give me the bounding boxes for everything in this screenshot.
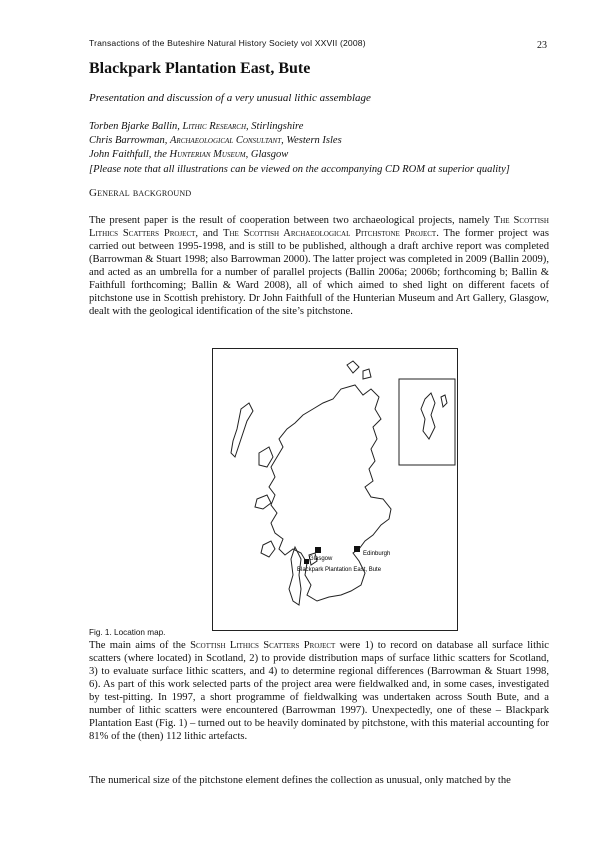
text-run: The present paper is the result of cooperation between two archaeological projects, namely (89, 215, 494, 226)
project-name: The Scottish Lithics Scatters Project (89, 215, 549, 240)
illustrations-note: [Please note that all illustrations can be viewed on the accompanying CD ROM at superior quality] (89, 163, 510, 175)
author-line (89, 120, 559, 134)
text-run: The main aims of the (89, 640, 191, 651)
author-location: , Stirlingshire (246, 121, 304, 132)
edinburgh-marker (354, 546, 360, 552)
project-name: Scottish Lithics Scatters Project (190, 640, 336, 651)
author-name: John Faithfull, the (89, 149, 170, 161)
shetland-inset-box (399, 379, 455, 465)
shetland-outline (421, 393, 447, 439)
author-list (89, 120, 559, 177)
orkney-outline (347, 361, 371, 379)
author-name: Chris Barrowman, (89, 135, 171, 147)
author-affiliation: Hunterian Museum (169, 149, 246, 161)
text-run: . The former project was carried out between 1995-1998, and is still to be published, although a draft archive report was completed (Barrowman & Stuart 1998; also Barrowman 2000). The latter project was completed in 2009 (Ballin 2009), and acted as an umbrella for a number of parallel projects (Ballin 2006a; 2006b; forthcoming b; Ballin & Faithfull forthcoming; Ballin & Ward 2008), all of which aimed to shed light on different facets of pitchstone use in Scottish prehistory. Dr John Faithfull of the Hunterian Museum and Art Gallery, Glasgow, dealt with the geological identification of the site’s pitchstone. (89, 228, 550, 318)
paragraph-1 (89, 214, 549, 318)
islay-outline (261, 541, 275, 557)
running-head: Transactions of the Buteshire Natural History Society vol XXVII (2008) (89, 38, 366, 48)
location-map-figure (212, 348, 458, 631)
skye-outline (259, 447, 273, 467)
author-location: , Western Isles (281, 135, 342, 147)
author-name: Torben Bjarke Ballin, (89, 121, 183, 132)
author-line (89, 148, 559, 162)
article-title: Blackpark Plantation East, Bute (89, 60, 311, 77)
author-line (89, 134, 559, 148)
outer-hebrides (231, 403, 253, 457)
glasgow-label: Glasgow (309, 556, 333, 562)
article-subtitle: Presentation and discussion of a very unusual lithic assemblage (89, 92, 371, 104)
author-affiliation: Archaeological Consultant (170, 135, 282, 147)
page-number: 23 (537, 40, 547, 51)
text-run: , and (195, 228, 223, 240)
author-location: , Glasgow (245, 149, 289, 161)
text-run: The numerical size of the pitchstone element defines the collection as unusual, only matched by the (89, 775, 511, 786)
mull-outline (255, 495, 271, 509)
project-name: The Scottish Archaeological Pitchstone Project (222, 228, 437, 240)
scotland-map (213, 349, 457, 630)
figure-caption: Fig. 1. Location map. (89, 628, 166, 637)
kintyre-outline (289, 547, 301, 605)
author-affiliation: Lithic Research (182, 121, 247, 132)
text-run: were 1) to record on database all surface lithic scatters (where located) in Scotland, 2) to provide distribution maps of surface lithic scatters for Scotland, 3) to evaluate surface lithic scatters, and 4) to determine regional differences (Barrowman & Stuart 1998, 6). As part of this work selected parts of the project area were fieldwalked and, in some cases, investigated by test-pitting. In 1997, a short programme of fieldwalking was undertaken across South Bute, and a number of lithic scatters were encountered (Barrowman 1997). Unexpectedly, one of these – Blackpark Plantation East (Fig. 1) – turned out to be heavily dominated by pitchstone, with this material accounting for 81% of the (then) 112 lithic artefacts. (89, 640, 549, 743)
site-label: Blackpark Plantation East, Bute (297, 567, 382, 573)
paragraph-3 (89, 774, 549, 787)
paragraph-2 (89, 639, 549, 743)
edinburgh-label: Edinburgh (363, 551, 391, 557)
glasgow-marker (315, 547, 321, 553)
section-heading: General background (89, 187, 192, 199)
